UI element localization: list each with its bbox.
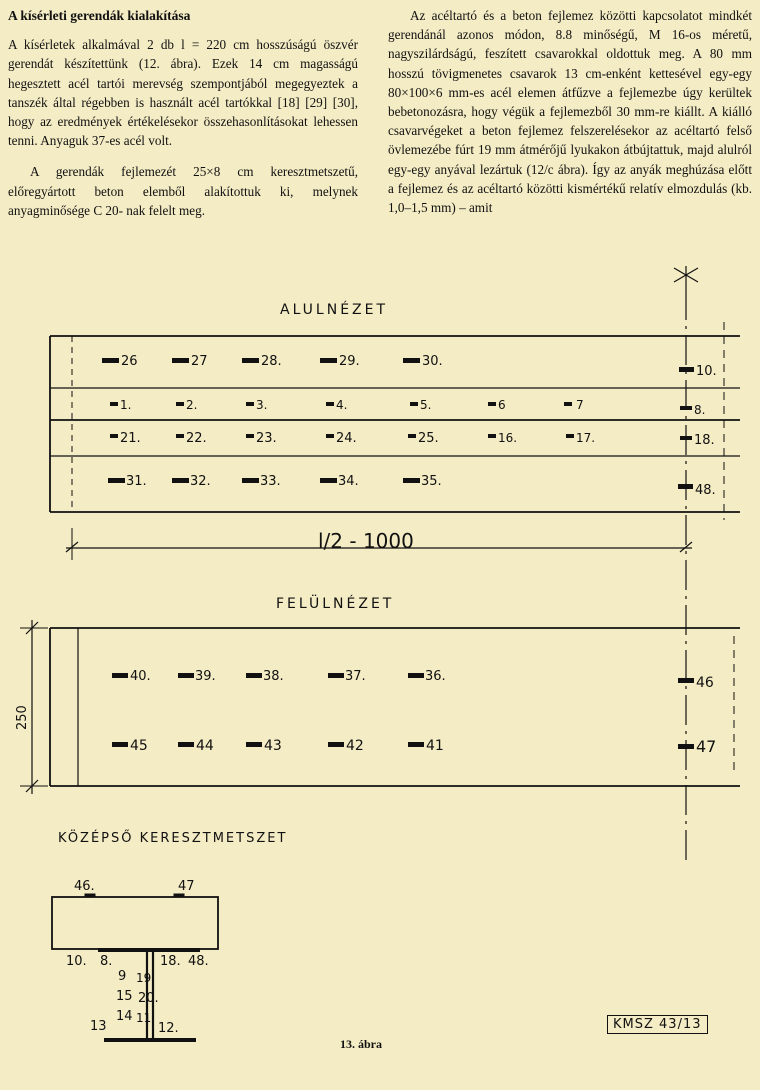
gauge-column-right: [678, 364, 717, 498]
figure-caption: 13. ábra: [340, 1037, 382, 1051]
section-gauge-label: 19.: [136, 971, 156, 985]
gauge-label: 41: [426, 738, 444, 754]
gauge-label: 2.: [186, 398, 198, 412]
gauge-label: 31.: [126, 474, 147, 489]
section-gauge-label: 9: [118, 969, 127, 984]
length-dimension-label: l/2 - 1000: [318, 529, 414, 553]
gauge-label: 22.: [186, 431, 207, 446]
gauge-label: 27: [191, 354, 208, 369]
strain-gauge: [242, 358, 259, 363]
strain-gauge: [320, 358, 337, 363]
width-dimension-label: 250: [15, 705, 30, 730]
section-gauge-label: 15: [116, 989, 133, 1004]
gauge-row-3: [110, 431, 595, 446]
gauge-row-2: [110, 398, 584, 412]
gauge-label: 47: [696, 737, 717, 756]
gauge-label: 32.: [190, 474, 211, 489]
section-gauge-label: 48.: [188, 954, 209, 969]
bottom-view-title: ALULNÉZET: [280, 302, 389, 318]
gauge-label: 24.: [336, 431, 357, 446]
gauge-label: 26: [121, 354, 138, 369]
gauge-label: 8.: [694, 403, 706, 417]
section-gauge-label: 47: [178, 879, 195, 894]
gauge-label: 34.: [338, 474, 359, 489]
gauge-label: 3.: [256, 398, 268, 412]
gauge-label: 45: [130, 738, 148, 754]
gauge-label: 33.: [260, 474, 281, 489]
section-gauge-label: 13: [90, 1019, 107, 1034]
gauge-label: 18.: [694, 433, 715, 448]
gauge-label: 21.: [120, 431, 141, 446]
gauge-label: 46: [696, 675, 714, 691]
gauge-label: 4.: [336, 398, 348, 412]
gauge-label: 44: [196, 738, 214, 754]
strain-gauge: [102, 358, 119, 363]
section-heading: A kísérleti gerendák kialakítása: [8, 8, 191, 23]
gauge-label: 30.: [422, 354, 443, 369]
section-gauge-label: 46.: [74, 879, 95, 894]
gauge-label: 10.: [696, 364, 717, 379]
paragraph: Az acéltartó és a beton fejlemez közötti kapcsolatot mindkét gerendánál azonos módon, 8.8 minőségű, M 16-os méretű, nagyszilárdságú, feszített csavarokkal oldottuk meg. A 80 mm hosszú tövigmenetes csavarok 13 cm-enként kettesével egy-egy 80×100×6 mm-es acél elemen átfűzve a fejlemezbe úgy kerültek bebetonozásra, hogy végük a fejlemezből 30 mm-re kiállt. A kiálló csavarvégeket a beton fejlemez felszerelésekor az acéltartó felső övlemezébe fúrt 19 mm átmérőjű lyukakon átbújtattuk, majd alulról egy-egy anyával lezártuk (12/c ábra). Így az anyák meghúzása előtt a fejlemez és az acéltartó közötti kismértékű relatív elmozdulás (kb. 1,0–1,5 mm) – amit: [388, 8, 752, 216]
section-gauge-label: 14: [116, 1009, 133, 1024]
gauge-label: 39.: [195, 669, 216, 684]
gauge-label: 40.: [130, 669, 151, 684]
drawing-id-stamp: KMSZ 43/13: [607, 1015, 708, 1034]
bottom-view-outline: [50, 266, 740, 860]
top-gauge-row-2: [112, 738, 444, 754]
gauge-label: 43: [264, 738, 282, 754]
section-gauge-label: 12.: [158, 1021, 179, 1036]
section-gauge-label: 18.: [160, 954, 181, 969]
gauge-label: 23.: [256, 431, 277, 446]
gauge-label: 6: [498, 398, 506, 412]
top-view-title: FELÜLNÉZET: [276, 596, 395, 612]
gauge-label: 35.: [421, 474, 442, 489]
strain-gauge: [403, 358, 420, 363]
gauge-label: 16.: [498, 431, 518, 445]
section-gauge-label: 8.: [100, 954, 113, 969]
paragraph: A gerendák fejlemezét 25×8 cm keresztmetszetű, előregyártott beton elemből alakítottuk ki, melynek anyagminősége C 20- nak felelt meg.: [8, 164, 358, 218]
section-gauge-label: 20.: [138, 991, 159, 1006]
gauge-label: 29.: [339, 354, 360, 369]
gauge-label: 42: [346, 738, 364, 754]
gauge-label: 17.: [576, 431, 596, 445]
gauge-label: 1.: [120, 398, 132, 412]
paragraph: A kísérletek alkalmával 2 db l = 220 cm hosszúságú öszvér gerendát készítettünk (12. ábra). Ezek 14 cm magasságú hegesztett acél tartói merevség szempontjából megegyeztek a tanszék által régebben is használt acél tartókkal [18] [29] [30], hogy az eredmények értékelésekor összehasonlításokat lehessen tenni. Anyaguk 37-es acél volt.: [8, 37, 358, 149]
gauge-row-4: [108, 474, 442, 489]
gauge-row-1: [102, 354, 443, 369]
top-gauge-row-1: [112, 669, 446, 684]
strain-gauge: [172, 358, 189, 363]
gauge-label: 7: [576, 398, 584, 412]
top-view-outline: [20, 620, 740, 794]
gauge-label: 36.: [425, 669, 446, 684]
gauge-label: 48.: [695, 483, 716, 498]
gauge-label: 5.: [420, 398, 432, 412]
gauge-label: 38.: [263, 669, 284, 684]
section-gauge-label: 10.: [66, 954, 87, 969]
gauge-label: 28.: [261, 354, 282, 369]
section-title: KÖZÉPSŐ KERESZTMETSZET: [58, 831, 288, 846]
top-gauge-column-right: [678, 675, 716, 756]
gauge-label: 25.: [418, 431, 439, 446]
gauge-label: 37.: [345, 669, 366, 684]
section-gauge-label: 11.: [136, 1011, 156, 1025]
